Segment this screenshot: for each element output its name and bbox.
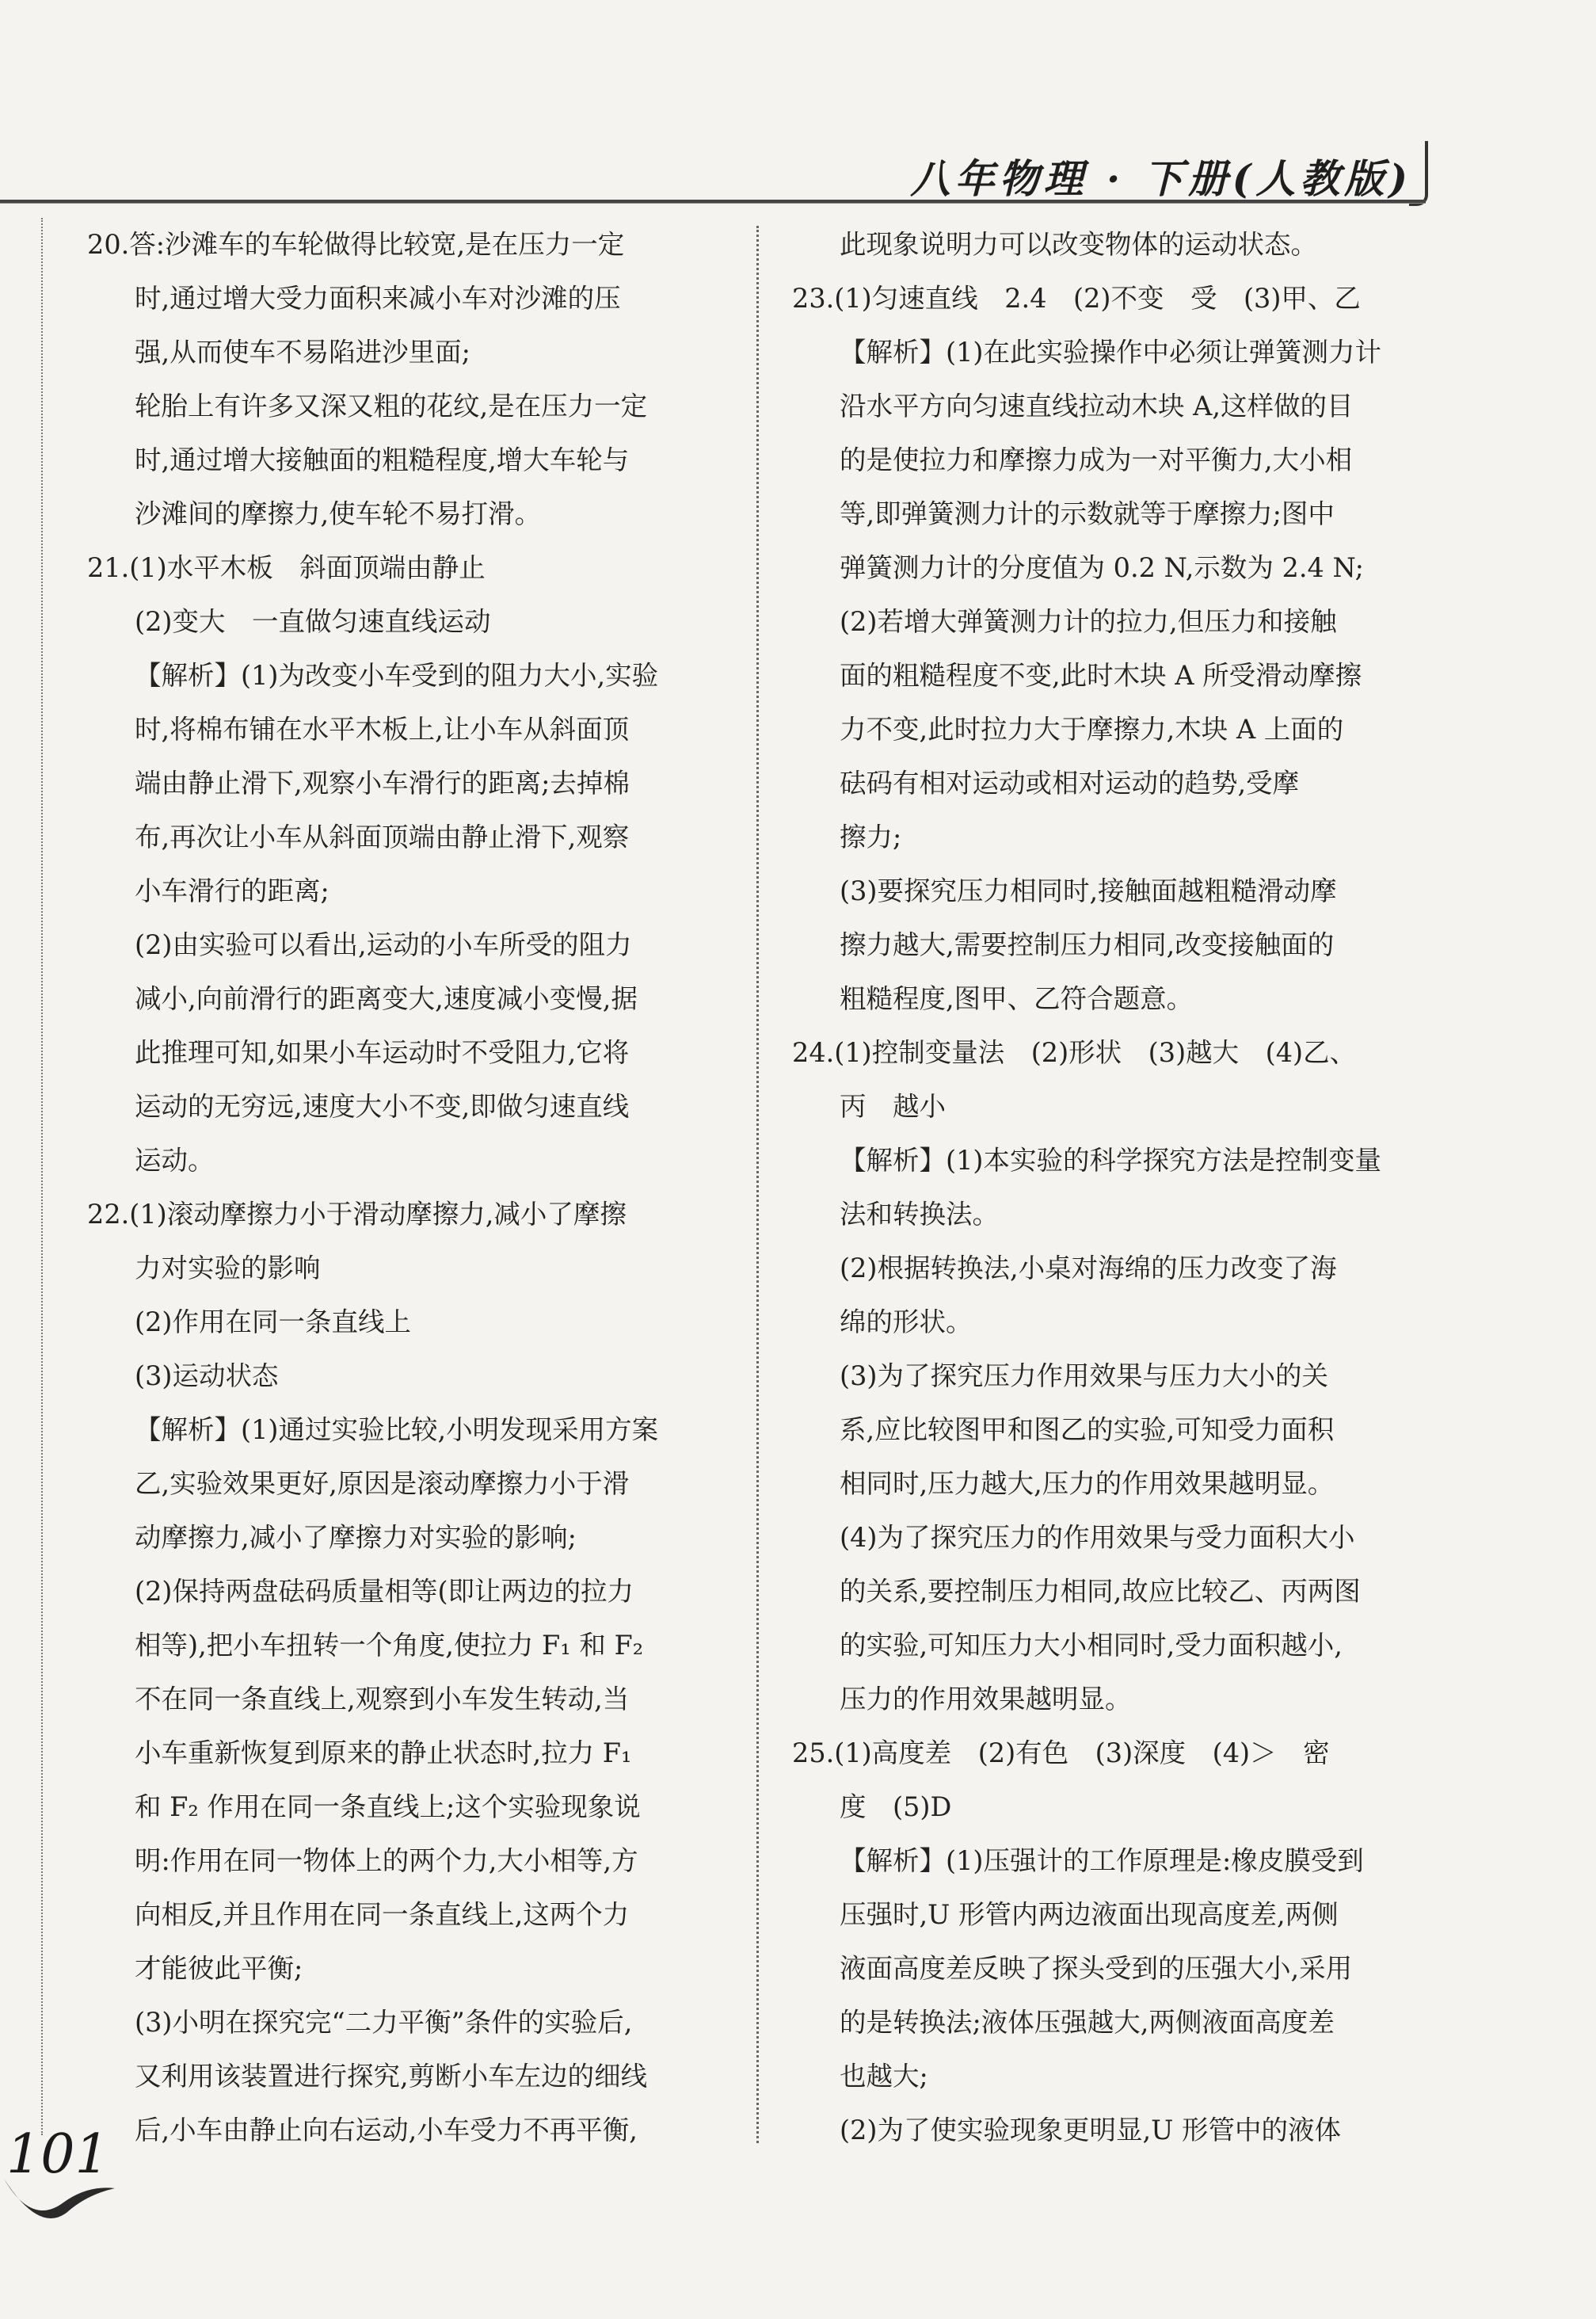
- text-line: 和 F₂ 作用在同一条直线上;这个实验现象说: [135, 1791, 641, 1822]
- text-line: 轮胎上有许多又深又粗的花纹,是在压力一定: [135, 391, 648, 421]
- text-line: 法和转换法。: [840, 1199, 999, 1230]
- text-line: 时,将棉布铺在水平木板上,让小车从斜面顶: [135, 714, 630, 745]
- text-line: 向相反,并且作用在同一条直线上,这两个力: [135, 1899, 630, 1930]
- text-line: (2)变大 一直做匀速直线运动: [135, 606, 491, 637]
- text-line: 相同时,压力越大,压力的作用效果越明显。: [840, 1468, 1335, 1499]
- left-column: [87, 218, 713, 2157]
- question-line: 23.(1)匀速直线 2.4 (2)不变 受 (3)甲、乙: [792, 283, 1361, 314]
- text-line: 又利用该装置进行探究,剪断小车左边的细线: [135, 2061, 648, 2092]
- text-line: 【解析】(1)在此实验操作中必须让弹簧测力计: [840, 337, 1381, 368]
- text-line: 布,再次让小车从斜面顶端由静止滑下,观察: [135, 822, 630, 852]
- text-line: 度 (5)D: [840, 1791, 952, 1822]
- text-line: 后,小车由静止向右运动,小车受力不再平衡,: [135, 2115, 638, 2145]
- text-line: 力不变,此时拉力大于摩擦力,木块 A 上面的: [840, 714, 1344, 745]
- text-line: 时,通过增大接触面的粗糙程度,增大车轮与: [135, 444, 630, 475]
- left-margin-dots: [41, 218, 43, 2135]
- text-line: 减小,向前滑行的距离变大,速度减小变慢,据: [135, 983, 638, 1014]
- text-line: 绵的形状。: [840, 1306, 973, 1337]
- text-line: 端由静止滑下,观察小车滑行的距离;去掉棉: [135, 768, 630, 799]
- text-line: 压力的作用效果越明显。: [840, 1684, 1132, 1714]
- text-line: 小车重新恢复到原来的静止状态时,拉力 F₁: [135, 1737, 632, 1768]
- text-line: 弹簧测力计的分度值为 0.2 N,示数为 2.4 N;: [840, 552, 1364, 583]
- text-line: 等,即弹簧测力计的示数就等于摩擦力;图中: [840, 498, 1335, 529]
- text-line: 强,从而使车不易陷进沙里面;: [135, 337, 470, 368]
- text-line: 此推理可知,如果小车运动时不受阻力,它将: [135, 1037, 630, 1068]
- text-line: 也越大;: [840, 2061, 928, 2092]
- text-line: 系,应比较图甲和图乙的实验,可知受力面积: [840, 1414, 1335, 1445]
- text-line: (2)为了使实验现象更明显,U 形管中的液体: [840, 2115, 1341, 2145]
- page-number: 101: [6, 2123, 109, 2186]
- text-line: 沿水平方向匀速直线拉动木块 A,这样做的目: [840, 391, 1354, 421]
- text-line: 不在同一条直线上,观察到小车发生转动,当: [135, 1684, 630, 1714]
- text-line: 沙滩间的摩擦力,使车轮不易打滑。: [135, 498, 542, 529]
- question-line: 21.(1)水平木板 斜面顶端由静止: [87, 552, 486, 583]
- column-divider: [756, 226, 759, 2143]
- text-line: 乙,实验效果更好,原因是滚动摩擦力小于滑: [135, 1468, 630, 1499]
- text-line: (2)由实验可以看出,运动的小车所受的阻力: [135, 929, 632, 960]
- text-line: 小车滑行的距离;: [135, 875, 329, 906]
- text-line: 运动的无穷远,速度大小不变,即做匀速直线: [135, 1091, 630, 1122]
- text-line: (2)作用在同一条直线上: [135, 1306, 411, 1337]
- question-line: 24.(1)控制变量法 (2)形状 (3)越大 (4)乙、: [792, 1037, 1357, 1068]
- text-line: 的实验,可知压力大小相同时,受力面积越小,: [840, 1630, 1343, 1661]
- book-title: 八年物理 · 下册(人教版): [910, 155, 1412, 202]
- text-line: (3)为了探究压力作用效果与压力大小的关: [840, 1360, 1328, 1391]
- text-line: 明:作用在同一物体上的两个力,大小相等,方: [135, 1845, 638, 1876]
- text-line: 粗糙程度,图甲、乙符合题意。: [840, 983, 1194, 1014]
- question-line: 22.(1)滚动摩擦力小于滑动摩擦力,减小了摩擦: [87, 1199, 627, 1230]
- text-line: (3)运动状态: [135, 1360, 279, 1391]
- text-line: 压强时,U 形管内两边液面出现高度差,两侧: [840, 1899, 1339, 1930]
- text-line: 力对实验的影响: [135, 1253, 321, 1283]
- page-number-swoosh-icon: [0, 2171, 119, 2226]
- text-line: 此现象说明力可以改变物体的运动状态。: [840, 229, 1317, 260]
- text-line: 才能彼此平衡;: [135, 1953, 303, 1984]
- text-line: 面的粗糙程度不变,此时木块 A 所受滑动摩擦: [840, 660, 1362, 691]
- text-line: 动摩擦力,减小了摩擦力对实验的影响;: [135, 1522, 577, 1553]
- text-line: 液面高度差反映了探头受到的压强大小,采用: [840, 1953, 1353, 1984]
- text-line: (3)小明在探究完“二力平衡”条件的实验后,: [135, 2007, 633, 2038]
- text-line: (4)为了探究压力的作用效果与受力面积大小: [840, 1522, 1355, 1553]
- text-line: 【解析】(1)本实验的科学探究方法是控制变量: [840, 1145, 1381, 1176]
- text-line: 相等),把小车扭转一个角度,使拉力 F₁ 和 F₂: [135, 1630, 644, 1661]
- text-line: 的是转换法;液体压强越大,两侧液面高度差: [840, 2007, 1335, 2038]
- text-line: (2)保持两盘砝码质量相等(即让两边的拉力: [135, 1576, 634, 1607]
- text-line: 运动。: [135, 1145, 215, 1176]
- text-line: 擦力;: [840, 822, 902, 852]
- text-line: 砝码有相对运动或相对运动的趋势,受摩: [840, 768, 1300, 799]
- right-column: [792, 218, 1418, 2157]
- text-line: 擦力越大,需要控制压力相同,改变接触面的: [840, 929, 1335, 960]
- text-line: 时,通过增大受力面积来减小车对沙滩的压: [135, 283, 621, 314]
- question-line: 25.(1)高度差 (2)有色 (3)深度 (4)＞ 密: [792, 1737, 1330, 1768]
- text-line: 【解析】(1)压强计的工作原理是:橡皮膜受到: [840, 1845, 1364, 1876]
- text-line: 【解析】(1)为改变小车受到的阻力大小,实验: [135, 660, 659, 691]
- header-rule: [0, 200, 1426, 204]
- text-line: (2)若增大弹簧测力计的拉力,但压力和接触: [840, 606, 1337, 637]
- text-line: (2)根据转换法,小桌对海绵的压力改变了海: [840, 1253, 1337, 1283]
- question-line: 20.答:沙滩车的车轮做得比较宽,是在压力一定: [87, 229, 625, 260]
- text-line: (3)要探究压力相同时,接触面越粗糙滑动摩: [840, 875, 1337, 906]
- header-decoration: [1409, 141, 1428, 206]
- text-line: 【解析】(1)通过实验比较,小明发现采用方案: [135, 1414, 659, 1445]
- text-line: 的是使拉力和摩擦力成为一对平衡力,大小相: [840, 444, 1353, 475]
- text-line: 的关系,要控制压力相同,故应比较乙、丙两图: [840, 1576, 1361, 1607]
- text-line: 丙 越小: [840, 1091, 946, 1122]
